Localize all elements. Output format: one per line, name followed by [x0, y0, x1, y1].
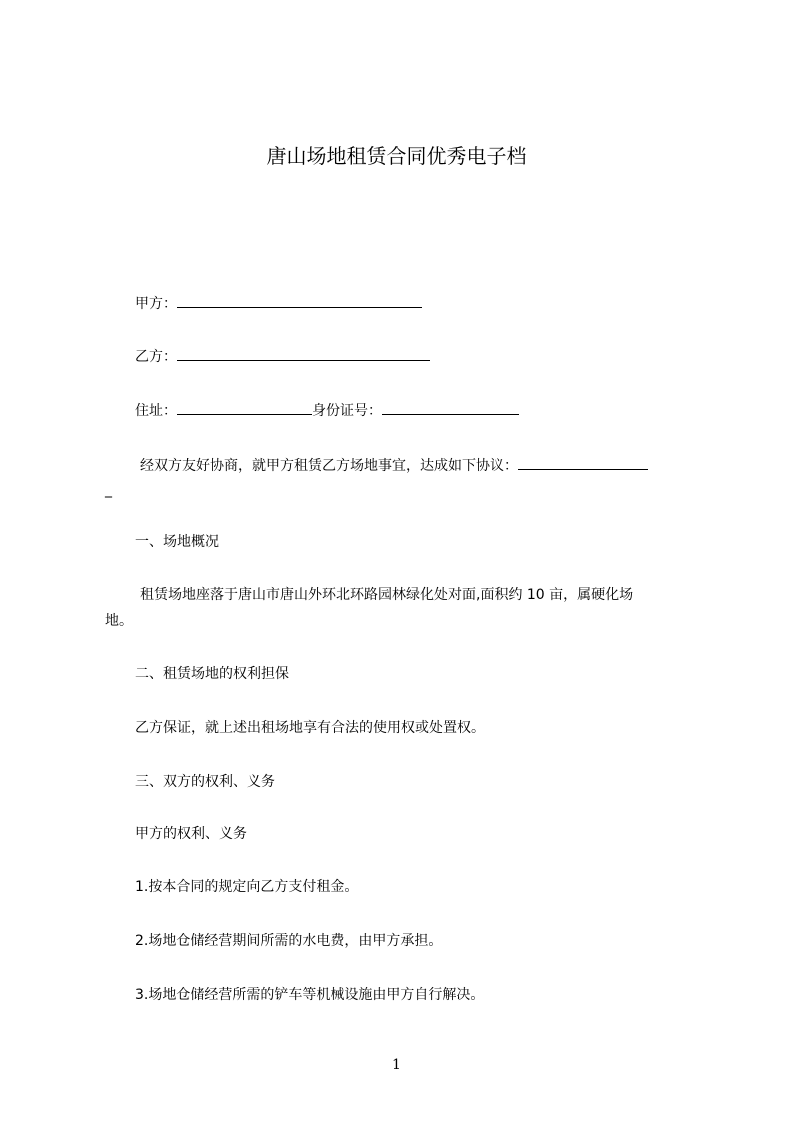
party-b-label: 乙方： — [135, 349, 177, 365]
intro-line — [140, 454, 648, 476]
party-a-blank — [177, 292, 422, 308]
list-item-1: 1.按本合同的规定向乙方支付租金。 — [135, 879, 359, 895]
section1-heading: 一、场地概况 — [135, 534, 219, 550]
section3-heading: 三、双方的权利、义务 — [135, 774, 275, 790]
party-b-line — [135, 345, 430, 367]
list-item-3: 3.场地仓储经营所需的铲车等机械设施由甲方自行解决。 — [135, 987, 485, 1003]
document-title: 唐山场地租赁合同优秀电子档 — [266, 144, 527, 168]
party-a-label: 甲方： — [135, 296, 177, 312]
section2-heading: 二、租赁场地的权利担保 — [135, 666, 289, 682]
address-blank — [177, 399, 312, 415]
id-number-blank — [382, 399, 519, 415]
address-line — [135, 399, 519, 421]
address-label: 住址： — [135, 403, 177, 419]
id-number-label: 身份证号： — [312, 403, 382, 419]
section2-body: 乙方保证，就上述出租场地享有合法的使用权或处置权。 — [135, 720, 485, 736]
section1-body-line1: 租赁场地座落于唐山市唐山外环北环路园林绿化处对面,面积约 10 亩，属硬化场 — [140, 587, 634, 603]
section1-body-line2: 地。 — [105, 613, 133, 629]
party-a-rights-heading: 甲方的权利、义务 — [135, 826, 247, 842]
page-number: 1 — [392, 1057, 401, 1073]
list-item-2: 2.场地仓储经营期间所需的水电费，由甲方承担。 — [135, 933, 443, 949]
party-a-line — [135, 292, 422, 314]
intro-blank — [518, 454, 648, 470]
intro-text: 经双方友好协商，就甲方租赁乙方场地事宜，达成如下协议： — [140, 458, 518, 474]
intro-tail: _ — [105, 482, 112, 498]
party-b-blank — [177, 345, 430, 361]
